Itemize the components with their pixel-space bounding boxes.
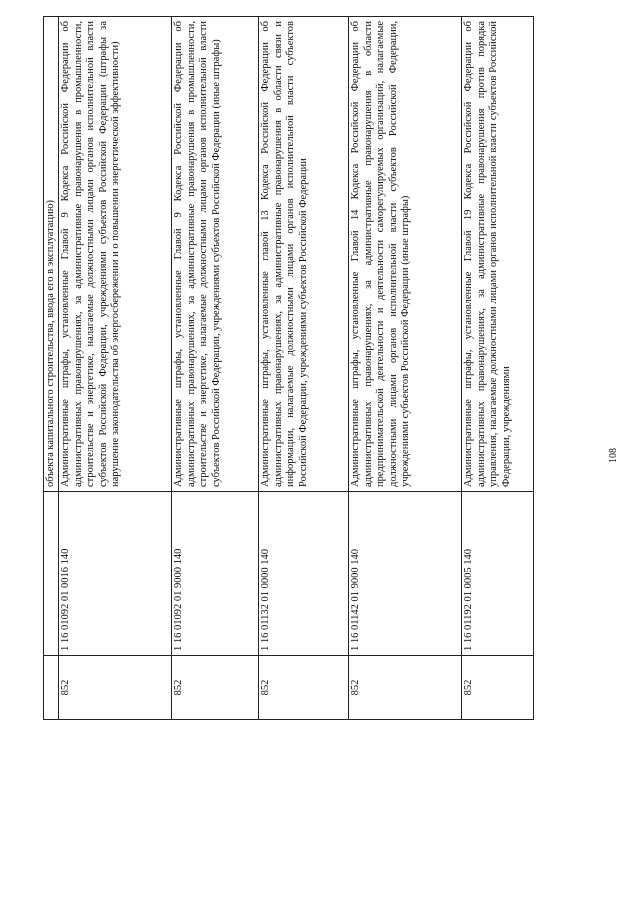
kbk-code-cell: 1 16 01192 01 0005 140 bbox=[462, 492, 534, 656]
revenue-codes-table bbox=[43, 16, 534, 720]
admin-code-cell: 852 bbox=[172, 656, 259, 720]
table-row bbox=[44, 17, 59, 720]
admin-code-cell: 852 bbox=[349, 656, 462, 720]
kbk-code-cell bbox=[44, 492, 59, 656]
kbk-code-cell: 1 16 01142 01 9000 140 bbox=[349, 492, 462, 656]
description-cell: Административные штрафы, установленные главой 13 Кодекса Российской Федерации об административных правонарушениях, за административные правонарушения в области связи и информации, налагаемые должностными лицами органов исполнительной власти субъектов Российской Федерации, учреждениями субъектов Российской Федерации bbox=[259, 17, 349, 492]
table-row bbox=[59, 17, 172, 720]
page-number: 108 bbox=[608, 448, 619, 463]
kbk-code-cell: 1 16 01092 01 0016 140 bbox=[59, 492, 172, 656]
table-row bbox=[349, 17, 462, 720]
description-cell: Административные штрафы, установленные Главой 14 Кодекса Российской Федерации об административных правонарушениях, за административные правонарушения в области предпринимательской деятельности и деятельности саморегулируемых организаций, налагаемые должностными лицами органов исполнительной власти субъектов Российской Федерации, учреждениями субъектов Российской Федерации (иные штрафы) bbox=[349, 17, 462, 492]
table-row bbox=[259, 17, 349, 720]
kbk-code-cell: 1 16 01092 01 9000 140 bbox=[172, 492, 259, 656]
table-row bbox=[462, 17, 534, 720]
description-cell: Административные штрафы, установленные Главой 9 Кодекса Российской Федерации об административных правонарушениях, за административные правонарушения в промышленности, строительстве и энергетике, налагаемые должностными лицами органов исполнительной власти субъектов Российской Федерации, учреждениями субъектов Российской Федерации (штрафы за нарушение законодательства об энергосбережении и о повышении энергетической эффективности) bbox=[59, 17, 172, 492]
admin-code-cell: 852 bbox=[59, 656, 172, 720]
description-cell: Административные штрафы, установленные Главой 9 Кодекса Российской Федерации об административных правонарушениях, за административные правонарушения в промышленности, строительстве и энергетике, налагаемые должностными лицами органов исполнительной власти субъектов Российской Федерации, учреждениями субъектов Российской Федерации (иные штрафы) bbox=[172, 17, 259, 492]
admin-code-cell: 852 bbox=[462, 656, 534, 720]
description-cell: объекта капитального строительства, ввода его в эксплуатацию) bbox=[44, 17, 59, 492]
admin-code-cell: 852 bbox=[259, 656, 349, 720]
description-cell: Административные штрафы, установленные Главой 19 Кодекса Российской Федерации об административных правонарушениях, за административные правонарушения против порядка управления, налагаемые должностными лицами органов исполнительной власти субъектов Российской Федерации, учреждениями bbox=[462, 17, 534, 492]
kbk-code-cell: 1 16 01132 01 0000 140 bbox=[259, 492, 349, 656]
admin-code-cell bbox=[44, 656, 59, 720]
table-row bbox=[172, 17, 259, 720]
